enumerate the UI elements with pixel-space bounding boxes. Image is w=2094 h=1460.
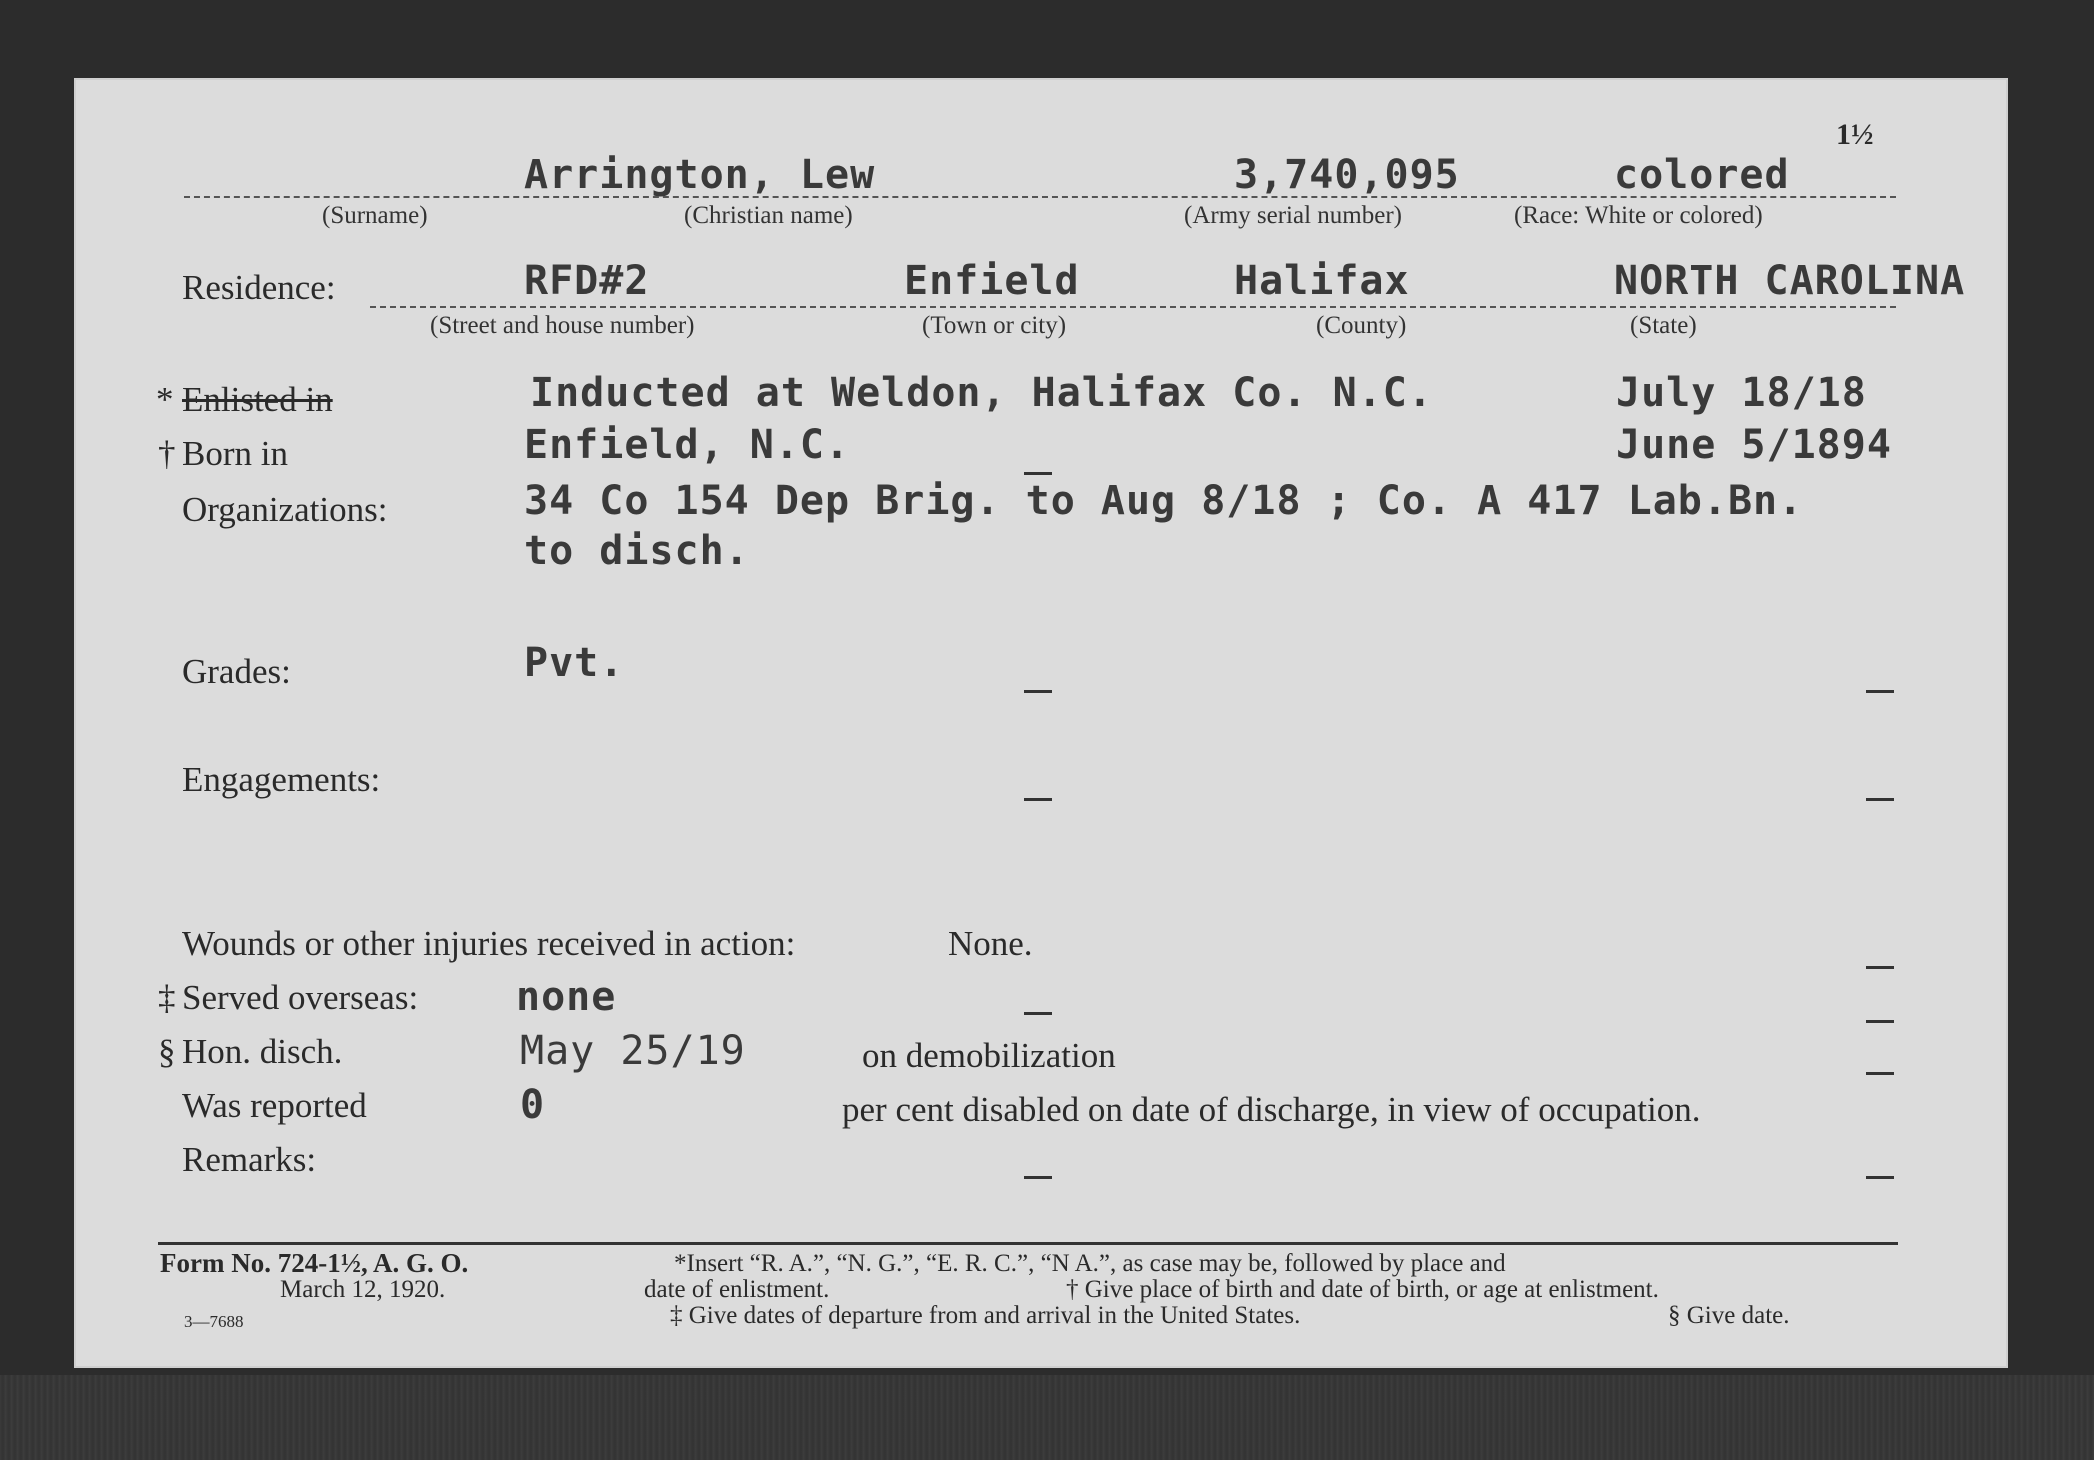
discharge-label: Hon. disch. xyxy=(182,1032,343,1071)
born-mark: † xyxy=(158,434,176,473)
engagements-label: Engagements: xyxy=(182,760,381,799)
organizations-label: Organizations: xyxy=(182,490,388,529)
form-code: 3—7688 xyxy=(184,1312,244,1331)
enlisted-value: Inducted at Weldon, Halifax Co. N.C. xyxy=(530,370,1433,416)
remarks-dash-mid xyxy=(1024,1176,1052,1179)
discharge-value: May 25/19 xyxy=(520,1028,746,1074)
card-number: 1½ xyxy=(1836,118,1874,151)
residence-state: NORTH CAROLINA xyxy=(1614,258,1966,304)
discharge-mark: § xyxy=(158,1032,176,1071)
reported-text: per cent disabled on date of discharge, in view of occupation. xyxy=(842,1090,1701,1129)
residence-town: Enfield xyxy=(904,258,1080,304)
footnote-date: § Give date. xyxy=(1668,1302,1790,1329)
town-caption: (Town or city) xyxy=(922,312,1067,339)
wounds-label: Wounds or other injuries received in action: xyxy=(182,924,796,963)
overseas-dash-right xyxy=(1866,1020,1894,1023)
born-dash xyxy=(1024,472,1052,475)
grades-dash-right xyxy=(1866,690,1894,693)
residence-line xyxy=(370,306,1896,308)
serial-value: 3,740,095 xyxy=(1234,152,1460,198)
enlisted-label: Enlisted in xyxy=(182,380,333,419)
remarks-label: Remarks: xyxy=(182,1140,317,1179)
race-caption: (Race: White or colored) xyxy=(1514,202,1763,229)
grades-value: Pvt. xyxy=(524,640,625,686)
wounds-dash-right xyxy=(1866,966,1894,969)
residence-street: RFD#2 xyxy=(524,258,650,304)
reported-value: 0 xyxy=(520,1082,546,1128)
overseas-label: Served overseas: xyxy=(182,978,419,1017)
enlisted-mark: * xyxy=(156,380,174,419)
footnote-birth: † Give place of birth and date of birth, or age at enlistment. xyxy=(1066,1276,1659,1303)
reported-label: Was reported xyxy=(182,1086,367,1125)
engagements-dash-mid xyxy=(1024,798,1052,801)
record-card xyxy=(74,78,2008,1368)
christian-caption: (Christian name) xyxy=(684,202,853,229)
born-label: Born in xyxy=(182,434,288,473)
race-value: colored xyxy=(1614,152,1790,198)
footnote-enlistment-cont: date of enlistment. xyxy=(644,1276,830,1303)
footer-rule xyxy=(158,1242,1898,1245)
wounds-value: None. xyxy=(948,924,1033,963)
footnote-overseas: ‡ Give dates of departure from and arrival in the United States. xyxy=(670,1302,1301,1329)
background-surface xyxy=(0,1375,2094,1460)
born-value: Enfield, N.C. xyxy=(524,422,851,468)
form-number: Form No. 724-1½, A. G. O. xyxy=(160,1248,469,1278)
name-value: Arrington, Lew xyxy=(524,152,876,198)
residence-county: Halifax xyxy=(1234,258,1410,304)
state-caption: (State) xyxy=(1630,312,1697,339)
header-line xyxy=(184,196,1896,198)
remarks-dash-right xyxy=(1866,1176,1894,1179)
form-date: March 12, 1920. xyxy=(280,1276,446,1303)
engagements-dash-right xyxy=(1866,798,1894,801)
serial-caption: (Army serial number) xyxy=(1184,202,1402,229)
grades-label: Grades: xyxy=(182,652,291,691)
grades-dash-mid xyxy=(1024,690,1052,693)
street-caption: (Street and house number) xyxy=(430,312,695,339)
born-date: June 5/1894 xyxy=(1616,422,1892,468)
residence-label: Residence: xyxy=(182,268,336,307)
overseas-mark: ‡ xyxy=(158,978,176,1017)
discharge-dash-right xyxy=(1866,1072,1894,1075)
overseas-value: none xyxy=(516,974,617,1020)
county-caption: (County) xyxy=(1316,312,1407,339)
organizations-line1: 34 Co 154 Dep Brig. to Aug 8/18 ; Co. A 417 Lab.Bn. xyxy=(524,478,1804,524)
discharge-note: on demobilization xyxy=(862,1036,1116,1075)
enlisted-date: July 18/18 xyxy=(1616,370,1867,416)
organizations-line2: to disch. xyxy=(524,528,750,574)
footnote-enlistment: *Insert “R. A.”, “N. G.”, “E. R. C.”, “N A.”, as case may be, followed by place and xyxy=(674,1250,1506,1277)
surname-caption: (Surname) xyxy=(322,202,428,229)
overseas-dash-mid xyxy=(1024,1012,1052,1015)
